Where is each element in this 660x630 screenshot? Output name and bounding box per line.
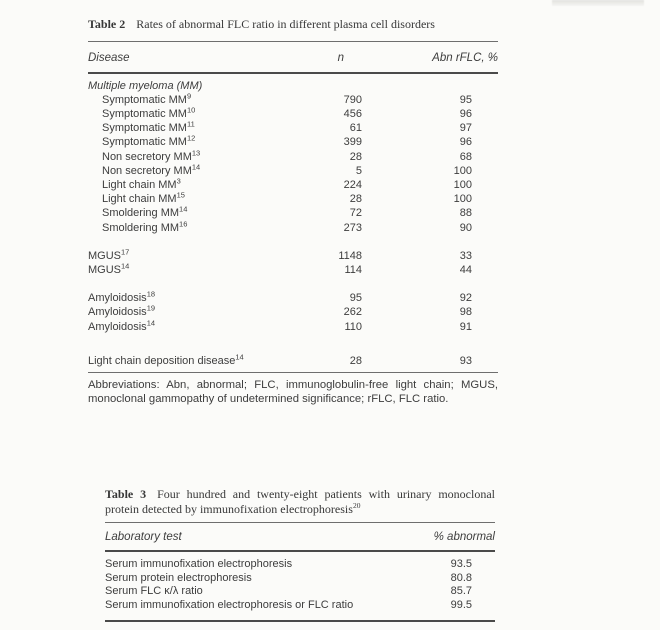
test-cell: Serum FLC κ/λ ratio [105,585,203,597]
n-cell: 273 [343,221,362,234]
disease-cell: Smoldering MM$^{16}$ [102,218,188,234]
pct-cell: 96 [459,136,472,149]
table-3-label: Table 3 [105,487,147,501]
table-2-footnote: Abbreviations: Abn, abnormal; FLC, immunoglobulin-free light chain; MGUS, monoclonal gammopathy of undetermined significance; rFLC, FLC ratio. [88,378,498,406]
ref-superscript: 15 [176,190,185,200]
n-cell: 262 [343,306,362,319]
disease-cell: Smoldering MM$^{14}$ [102,204,188,220]
column-header-n: n [337,51,344,64]
scan-artifact [552,0,644,6]
pct-cell: 97 [459,122,472,135]
n-cell: 95 [349,292,362,305]
pct-cell: 98 [459,306,472,319]
table-3-body [105,552,495,620]
ref-superscript: 14 [121,261,130,271]
table-3-bottom-rule [105,620,495,622]
n-cell: 110 [344,320,362,333]
table-2-caption [88,17,498,32]
pct-cell: 99.5 [450,598,472,611]
test-cell: Serum protein electrophoresis [105,571,252,584]
pct-cell: 100 [453,178,472,191]
pct-cell: 96 [459,107,472,120]
table-2 [88,17,498,407]
ref-superscript: 14 [235,352,244,362]
n-cell: 5 [355,164,362,177]
pct-cell: 85.7 [450,585,472,597]
n-cell: 790 [343,93,362,106]
table-row [88,121,498,135]
pct-cell: 100 [453,164,472,177]
test-cell: Serum immunofixation electrophoresis [105,558,293,570]
ref-superscript: 13 [191,147,201,157]
disease-cell: Light chain $MM^3$ [102,176,181,191]
column-header-abn-rflc: Abn rFLC, % [432,51,498,64]
n-cell: 399 [343,136,362,149]
pct-cell: 33 [459,249,472,262]
disease-cell: Non secretory MM$^{14}$ [102,162,201,177]
table-row [88,192,498,206]
table-3-caption [105,487,495,516]
table-3 [105,487,495,622]
ref-superscript: 11 [186,119,195,129]
table-3-caption-text: Four hundred and twenty-eight patients with urinary monoclonal protein detected by immunofixation electrophoresis [105,487,495,516]
table-row [105,572,495,586]
pct-cell: 93.5 [450,558,472,570]
table-2-caption-text: Rates of abnormal FLC ratio in different plasma cell disorders [136,17,435,31]
ref-superscript: 19 [146,303,156,313]
ref-superscript: 20 [352,500,361,510]
disease-cell: Symptomatic MM$^{12}$ [102,133,196,149]
n-cell: 224 [343,178,362,191]
ref-superscript: 18 [146,289,156,299]
table-row [105,558,495,572]
ref-superscript: 9 [186,91,192,101]
group-spacer [88,334,498,354]
ref-superscript: 3 [176,176,181,186]
disease-cell: Amyloidosis$^{19}$ [88,303,156,319]
ref-superscript: 14 [191,162,201,172]
table-row [88,93,498,107]
ref-superscript: 17 [121,247,130,257]
n-cell: 72 [349,207,362,220]
table-row [88,354,498,368]
ref-superscript: 14 [179,204,188,214]
table-row [88,263,498,277]
pct-cell: 44 [459,263,472,276]
group-spacer [88,235,498,249]
pct-cell: 91 [459,320,472,333]
pct-cell: 92 [459,292,472,305]
group-header-multiple-myeloma: Multiple myeloma (MM) [88,79,203,92]
n-cell: 61 [349,122,362,135]
disease-cell: Symptomatic MM$^{11}$ [102,119,195,135]
table-row [88,164,498,178]
pct-cell: 68 [459,150,472,163]
ref-superscript: 16 [179,218,188,228]
n-cell: 28 [349,354,362,367]
disease-cell: MGUS$^{14}$ [88,261,130,276]
disease-cell: Light chain MM$^{15}$ [102,190,185,206]
disease-cell: Non secretory MM$^{13}$ [102,147,201,163]
table-row [88,107,498,121]
table-2-column-headers [88,42,498,72]
table-row [88,218,498,235]
test-cell: Serum immunofixation electrophoresis or FLC ratio [105,598,354,611]
table-row [105,599,495,613]
pct-cell: 100 [453,193,472,206]
n-cell: 456 [343,107,362,120]
table-row [88,135,498,149]
disease-cell: Amyloidosis$^{14}$ [88,317,156,333]
table-row [88,317,498,334]
table-row [88,249,498,263]
table-row [88,206,498,220]
n-cell: 28 [349,193,362,206]
pct-cell: 88 [459,207,472,220]
column-header-pct-abnormal: % abnormal [433,531,495,543]
table-2-body [88,74,498,368]
table-2-label: Table 2 [88,17,126,31]
ref-superscript: 10 [186,105,196,115]
disease-cell: Symptomatic MM$^{10}$ [102,105,196,120]
n-cell: 114 [344,263,362,276]
disease-cell: MGUS$^{17}$ [88,247,130,262]
table-row [88,178,498,192]
table-row [105,585,495,599]
pct-cell: 90 [459,221,472,234]
n-cell: 28 [349,150,362,163]
column-header-laboratory-test: Laboratory test [105,531,182,543]
disease-cell: Light chain deposition disease$^{14}$ [88,352,244,367]
table-3-column-headers [105,523,495,550]
table-row [88,147,498,164]
disease-cell: Symptomatic $MM^9$ [102,91,192,106]
ref-superscript: 14 [146,317,156,327]
ref-superscript: 12 [186,133,196,143]
n-cell: 1148 [338,249,362,262]
column-header-disease: Disease [88,51,130,64]
pct-cell: 95 [459,93,472,106]
pct-cell: 80.8 [450,571,472,584]
disease-cell: Amyloidosis$^{18}$ [88,289,156,305]
pct-cell: 93 [459,354,472,367]
